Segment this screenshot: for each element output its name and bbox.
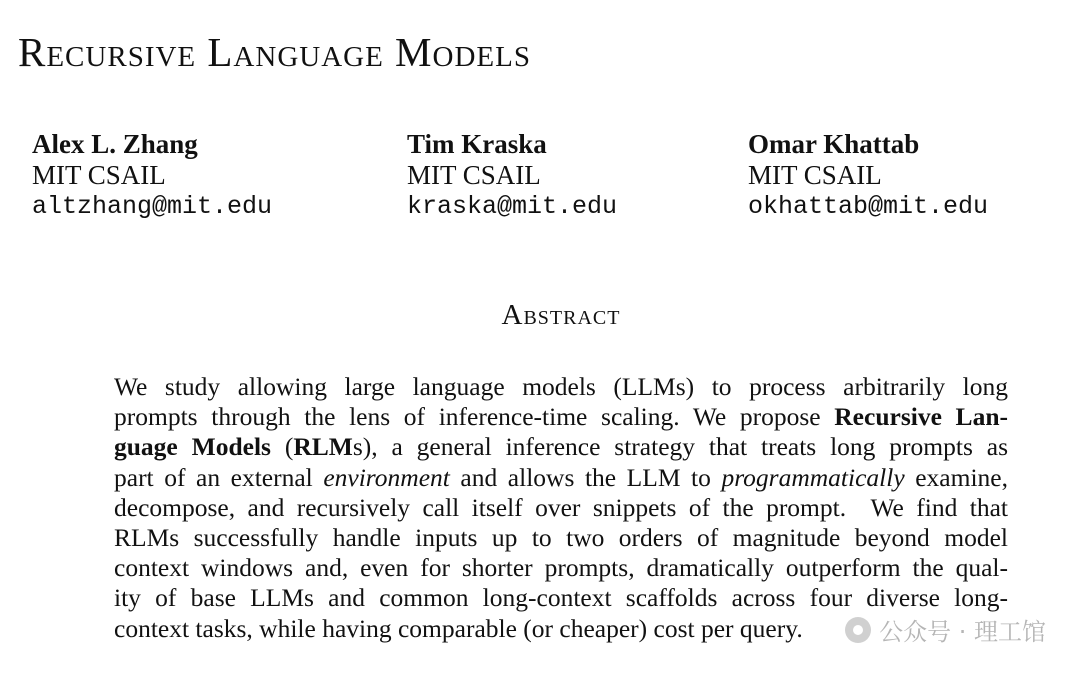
abstract-text: and allows the LLM to: [449, 462, 722, 492]
author-block-1: [32, 129, 272, 222]
abstract-line: [114, 523, 1008, 553]
abstract-text: prompts through the lens of inference-time scaling. We propose: [114, 402, 835, 432]
abstract-line: [114, 553, 1008, 583]
abstract-text: context windows and, even for shorter prompts, dramatically outperform the qual-: [114, 553, 1008, 583]
author-name: Alex L. Zhang: [32, 129, 198, 159]
abstract-line: [114, 463, 1008, 493]
abstract-text: RLMs successfully handle inputs up to two orders of magnitude beyond model: [114, 522, 1008, 552]
abstract-line: [114, 493, 1008, 523]
abstract-line: [114, 402, 1008, 432]
paper-title: Recursive Language Models: [18, 29, 531, 75]
wechat-logo-icon: [845, 617, 871, 643]
abstract-text: guage Models: [114, 432, 271, 462]
abstract-text: examine,: [904, 462, 1008, 492]
abstract-heading: Abstract: [501, 299, 621, 331]
author-block-2: [407, 129, 617, 222]
author-block-3: [748, 129, 988, 222]
author-email: kraska@mit.edu: [407, 192, 618, 221]
author-name: Omar Khattab: [748, 129, 920, 159]
abstract-text: environment: [323, 462, 450, 492]
abstract-text: s), a general inference strategy that treats long prompts as: [352, 432, 1008, 462]
author-affiliation: MIT CSAIL: [32, 160, 166, 190]
author-affiliation: MIT CSAIL: [748, 160, 882, 190]
abstract-body: [114, 372, 1008, 644]
abstract-text: decompose, and recursively call itself over snippets of the prompt. We find that: [114, 492, 1008, 522]
abstract-line: [114, 432, 1008, 462]
abstract-text: Recursive Lan-: [834, 402, 1008, 432]
abstract-text: programmatically: [721, 462, 905, 492]
abstract-text: context tasks, while having comparable (or cheaper) cost per query.: [114, 613, 803, 643]
author-name: Tim Kraska: [407, 129, 547, 159]
author-affiliation: MIT CSAIL: [407, 160, 541, 190]
author-email: altzhang@mit.edu: [32, 192, 273, 221]
author-email: okhattab@mit.edu: [748, 192, 989, 221]
watermark: [845, 612, 1046, 647]
watermark-text: 公众号 · 理工馆: [879, 618, 1046, 646]
abstract-text: RLM: [293, 432, 353, 462]
abstract-text: We study allowing large language models (LLMs) to process arbitrarily long: [114, 372, 1008, 401]
abstract-text: ity of base LLMs and common long-context scaffolds across four diverse long-: [114, 583, 1008, 613]
abstract-text: (: [270, 432, 294, 462]
abstract-line: [114, 583, 1008, 613]
abstract-line: [114, 372, 1008, 402]
abstract-text: part of an external: [114, 462, 324, 492]
